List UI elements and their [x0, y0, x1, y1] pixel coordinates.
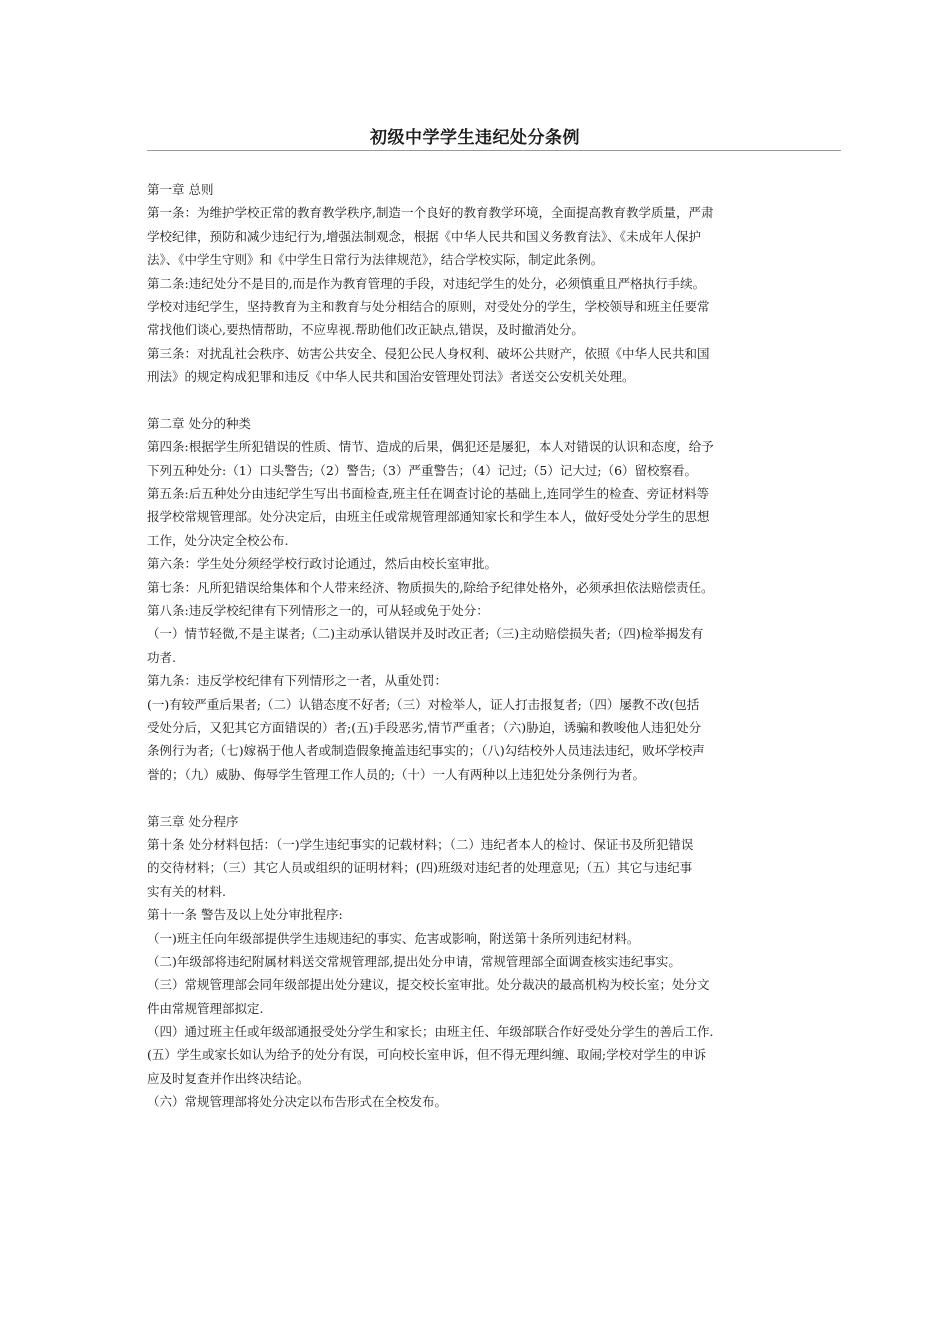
- blank-line: [147, 389, 807, 412]
- text-line: 第十条 处分材料包括：（一)学生违纪事实的记载材料；（二）违纪者本人的检讨、保证书及所犯错误: [147, 836, 694, 852]
- text-line: （四）通过班主任或年级部通报受处分学生和家长；由班主任、年级部联合作好受处分学生的善后工作.: [147, 1024, 714, 1040]
- text-line: 条例行为者;（七)嫁祸于他人者或制造假象掩盖违纪事实的；（八)勾结校外人员违法违纪，败坏学校声: [147, 743, 705, 759]
- blank-line: [147, 786, 807, 809]
- text-line: （二)年级部将违纪附属材料送交常规管理部,提出处分申请，常规管理部全面调查核实违纪事实。: [147, 953, 681, 969]
- title-divider: [147, 150, 841, 151]
- text-line: 第九条：违反学校纪律有下列情形之一者，从重处罚：: [147, 673, 448, 689]
- text-line: 功者.: [147, 649, 176, 665]
- text-line: 第七条：凡所犯错误给集体和个人带来经济、物质损失的,除给予纪律处格外，必须承担依法赔偿责任。: [147, 579, 714, 595]
- text-line: 第一条：为维护学校正常的教育教学秩序,制造一个良好的教育教学环境，全面提高教育教学质量，严肃: [147, 205, 714, 221]
- text-line: 实有关的材料.: [147, 883, 226, 899]
- text-line: （六）常规管理部将处分决定以布告形式在全校发布。: [147, 1094, 448, 1110]
- text-line: 第六条：学生处分须经学校行政讨论通过，然后由校长室审批。: [147, 556, 498, 572]
- text-line: (五）学生或家长如认为给予的处分有误，可向校长室申诉，但不得无理纠缠、取闹;学校对学生的申诉: [147, 1047, 707, 1063]
- text-line: 常找他们谈心,要热情帮助，不应卑视.帮助他们改正缺点,错误，及时撤消处分。: [147, 322, 584, 338]
- text-line: 第八条:违反学校纪律有下列情形之一的，可从轻或免于处分：: [147, 603, 489, 619]
- text-line: 法》、《中学生守则》和《中学生日常行为法律规范》，结合学校实际，制定此条例。: [147, 252, 604, 268]
- text-line: 下列五种处分:（1）口头警告;（2）警告;（3）严重警告；（4）记过;（5）记大过;（6）留校察看。: [147, 462, 698, 478]
- text-line: 誉的；（九）威胁、侮辱学生管理工作人员的;（十）一人有两种以上违犯处分条例行为者。: [147, 766, 645, 782]
- text-line: 第二条:违纪处分不是目的,而是作为教育管理的手段，对违纪学生的处分，必须慎重且严格执行手续。: [147, 275, 706, 291]
- text-line: 工作，处分决定全校公布.: [147, 532, 289, 548]
- text-line: （一)班主任向年级部提供学生违规违纪的事实、危害或影响，附送第十条所列违纪材料。: [147, 930, 640, 946]
- document-body: [147, 178, 807, 1114]
- text-line: 件由常规管理部拟定.: [147, 1000, 264, 1016]
- text-line: 第十一条 警告及以上处分审批程序:: [147, 907, 343, 923]
- chapter-heading: 第二章 处分的种类: [147, 415, 251, 431]
- text-line: 学校纪律，预防和减少违纪行为,增强法制观念，根据《中华人民共和国义务教育法》、《未成年人保护: [147, 228, 701, 244]
- text-line: 学校对违纪学生，坚持教育为主和教育与处分相结合的原则，对受处分的学生，学校领导和班主任要常: [147, 298, 710, 314]
- text-line: (一)有较严重后果者;（二）认错态度不好者;（三）对检举人，证人打击报复者;（四）屡教不改(包括: [147, 696, 700, 712]
- chapter-heading: 第一章 总则: [147, 182, 214, 197]
- text-line: 刑法》的规定构成犯罪和违反《中华人民共和国治安管理处罚法》者送交公安机关处理。: [147, 369, 635, 385]
- text-line: 受处分后，又犯其它方面错误的）者;(五)手段恶劣,情节严重者；（六)胁迫，诱骗和教唆他人违犯处分: [147, 719, 702, 735]
- document-title: 初级中学学生违纪处分条例: [370, 128, 580, 148]
- text-line: 应及时复查并作出终决结论。: [147, 1070, 310, 1086]
- text-line: （一）情节轻微,不是主谋者;（二)主动承认错误并及时改正者;（三)主动赔偿损失者;（四)检举揭发有: [147, 626, 704, 642]
- chapter-heading: 第三章 处分程序: [147, 813, 239, 829]
- text-line: 第五条:后五种处分由违纪学生写出书面检查,班主任在调查讨论的基础上,连同学生的检查、旁证材料等: [147, 486, 710, 502]
- text-line: 第四条:根据学生所犯错误的性质、情节、造成的后果，偶犯还是屡犯，本人对错误的认识和态度，给予: [147, 439, 714, 455]
- text-line: （三）常规管理部会同年级部提出处分建议，提交校长室审批。处分裁决的最高机构为校长室；处分文: [147, 977, 710, 993]
- text-line: 报学校常规管理部。处分决定后，由班主任或常规管理部通知家长和学生本人，做好受处分学生的思想: [147, 509, 710, 525]
- text-line: 第三条：对扰乱社会秩序、妨害公共安全、侵犯公民人身权利、破坏公共财产，依照《中华人民共和国: [147, 345, 710, 361]
- text-line: 的交待材料；（三）其它人员或组织的证明材料；(四)班级对违纪者的处理意见;（五）其它与违纪事: [147, 860, 693, 876]
